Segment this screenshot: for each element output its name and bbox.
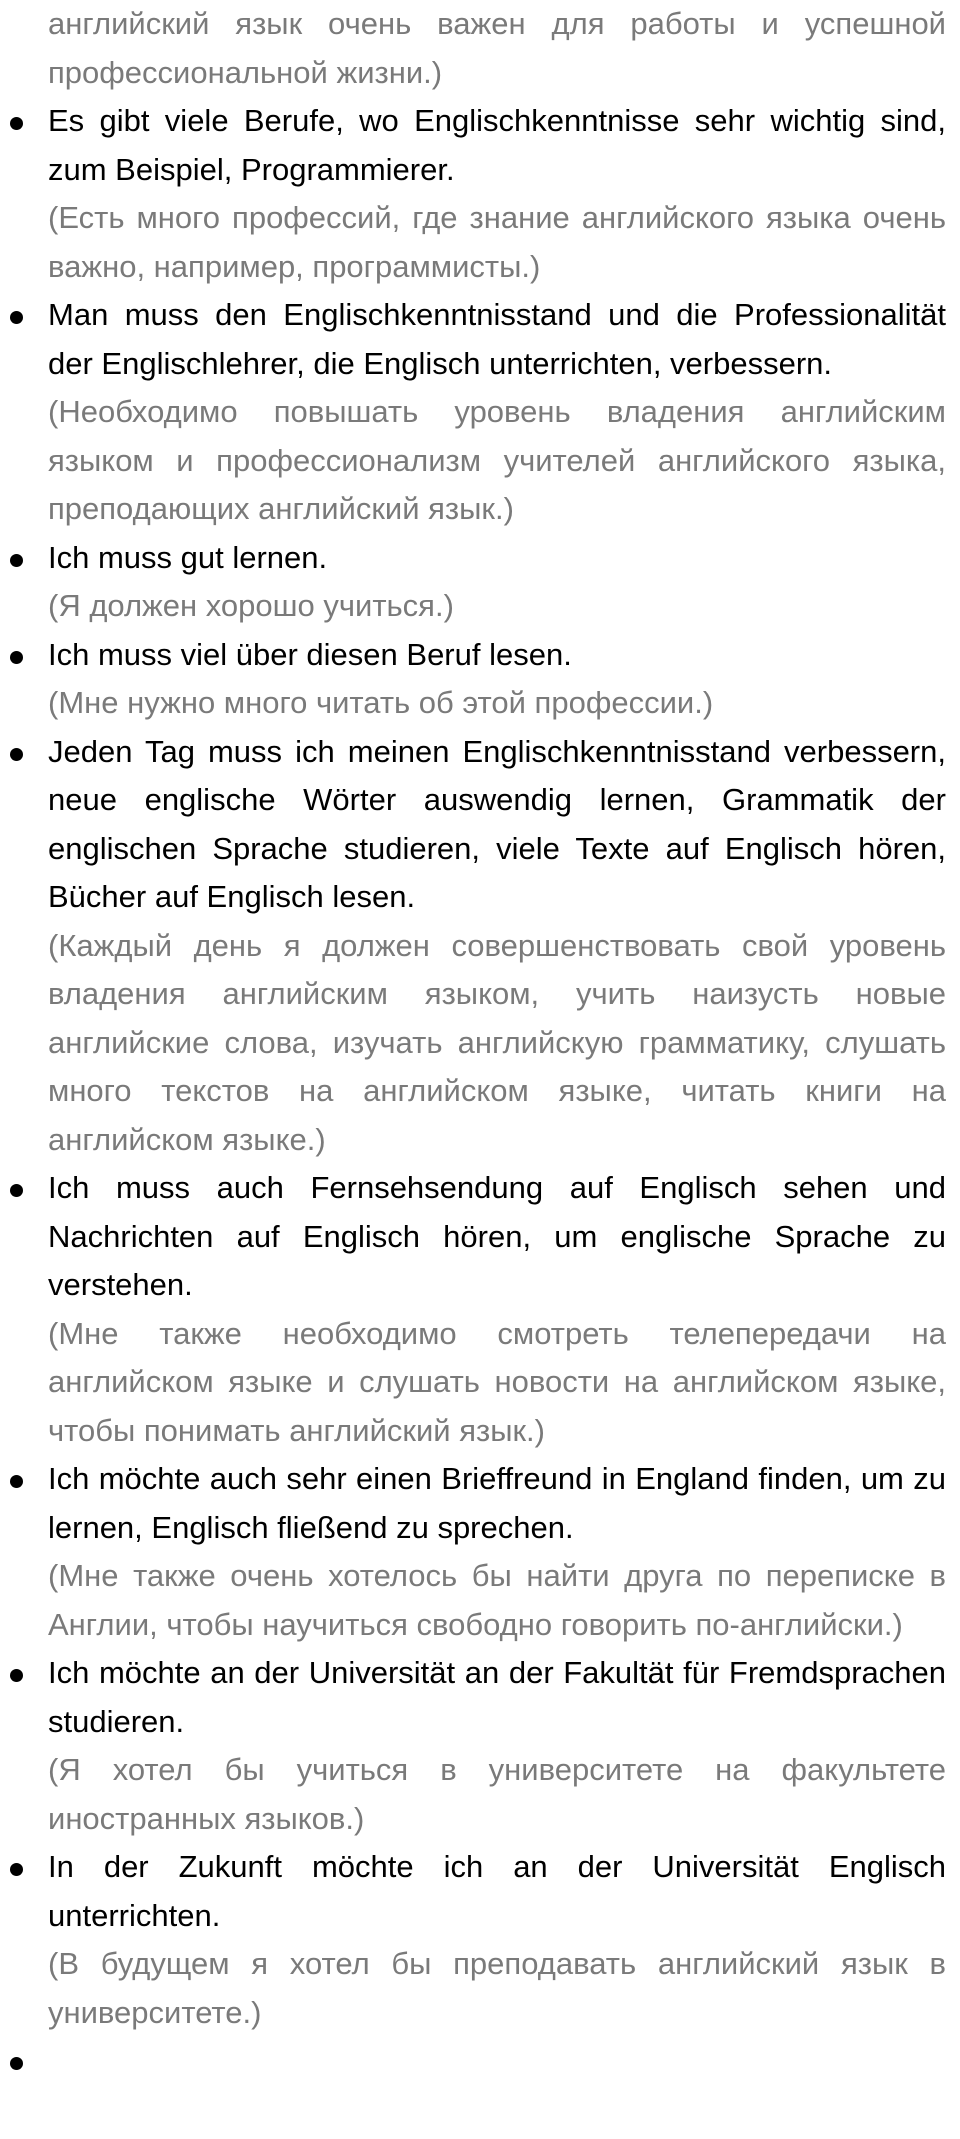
list-item — [48, 728, 946, 1165]
bullet-icon — [10, 651, 23, 664]
phrase-list — [48, 97, 946, 2037]
bullet-icon — [10, 554, 23, 567]
russian-translation: (Каждый день я должен совершенствовать свой уровень владения английским языком, учить наизусть новые английские слова, изучать английскую грамматику, слушать много текстов на английском языке, читать книги на английском языке.) — [48, 927, 946, 1157]
russian-translation: (Я хотел бы учиться в университете на факультете иностранных языков.) — [48, 1752, 946, 1836]
list-item — [48, 534, 946, 631]
german-sentence: Ich möchte an der Universität an der Fakultät für Fremdsprachen studieren. — [48, 1655, 946, 1739]
list-item — [48, 1455, 946, 1649]
bullet-icon — [10, 748, 23, 761]
list-item — [48, 1843, 946, 2037]
bullet-icon — [10, 1863, 23, 1876]
german-sentence: Man muss den Englischkenntnisstand und die Professionalität der Englischlehrer, die Englisch unterrichten, verbessern. — [48, 297, 946, 381]
german-sentence: Ich muss viel über diesen Beruf lesen. — [48, 636, 572, 672]
russian-translation: (Мне также необходимо смотреть телепередачи на английском языке и слушать новости на английском языке, чтобы понимать английский язык.) — [48, 1315, 946, 1448]
list-item — [48, 1164, 946, 1455]
bullet-icon — [10, 311, 23, 324]
list-item — [48, 291, 946, 534]
german-sentence: In der Zukunft möchte ich an der Universität Englisch unterrichten. — [48, 1849, 946, 1933]
russian-translation: (Мне также очень хотелось бы найти друга по переписке в Англии, чтобы научиться свободно говорить по-английски.) — [48, 1558, 946, 1642]
list-item — [48, 97, 946, 291]
bullet-icon — [10, 1184, 23, 1197]
russian-translation: (Необходимо повышать уровень владения английским языком и профессионализм учителей английского языка, преподающих английский язык.) — [48, 394, 946, 526]
bullet-icon — [10, 1475, 23, 1488]
bullet-icon — [10, 2057, 23, 2070]
german-sentence: Jeden Tag muss ich meinen Englischkenntnisstand verbessern, neue englische Wörter auswendig lernen, Grammatik der englischen Sprache studieren, viele Texte auf Englisch hören, Bücher auf Englisch lesen. — [48, 733, 946, 914]
russian-translation: (Есть много профессий, где знание английского языка очень важно, например, программисты.) — [48, 200, 946, 284]
list-item — [48, 1649, 946, 1843]
intro-translation-continuation: английский язык очень важен для работы и успешной профессиональной жизни.) — [48, 6, 946, 90]
german-sentence: Ich muss gut lernen. — [48, 539, 328, 575]
document-page — [48, 0, 946, 2037]
german-sentence: Ich muss auch Fernsehsendung auf Englisch sehen und Nachrichten auf Englisch hören, um englische Sprache zu verstehen. — [48, 1170, 946, 1302]
german-sentence: Es gibt viele Berufe, wo Englischkenntnisse sehr wichtig sind, zum Beispiel, Programmierer. — [48, 103, 946, 187]
russian-translation: (Я должен хорошо учиться.) — [48, 588, 454, 623]
russian-translation: (Мне нужно много читать об этой профессии.) — [48, 685, 714, 720]
bullet-icon — [10, 1669, 23, 1682]
list-item — [48, 631, 946, 728]
german-sentence: Ich möchte auch sehr einen Brieffreund in England finden, um zu lernen, Englisch fließend zu sprechen. — [48, 1461, 946, 1545]
russian-translation: (В будущем я хотел бы преподавать английский язык в университете.) — [48, 1946, 946, 2030]
bullet-icon — [10, 117, 23, 130]
